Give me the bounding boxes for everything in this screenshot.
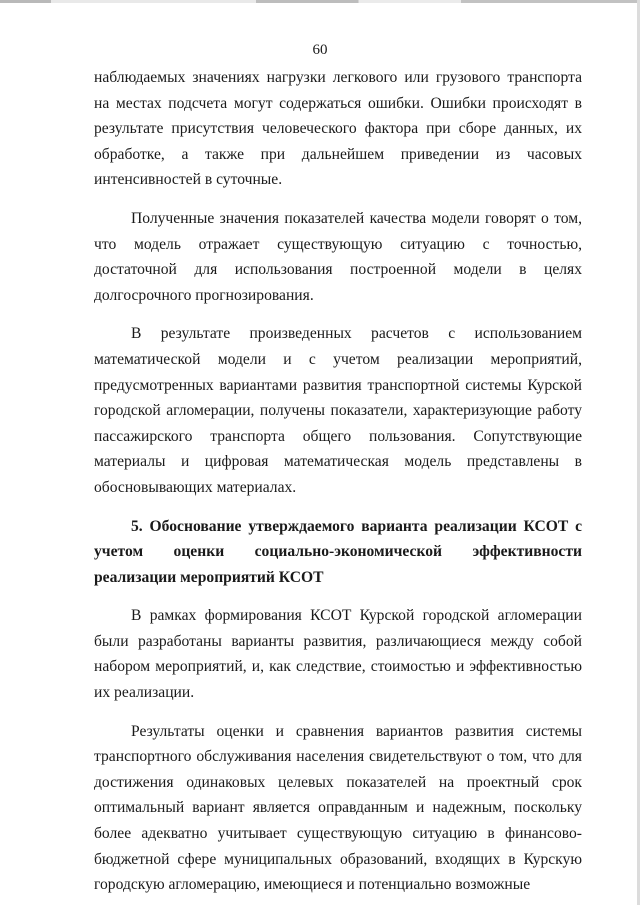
paragraph-evaluation-results: Результаты оценки и сравнения вариантов развития системы транспортного обслуживания населения свидетельствуют о том, что для достижения одинаковых целевых показателей на проектный срок оптимальный вариант является оправданным и надежным, поскольку более адекватно учитывает существующую ситуацию в финансово-бюджетной сфере муниципальных образований, входящих в Курскую городскую агломерацию, имеющиеся и потенциально возможные <box>94 722 582 894</box>
paragraph-model-quality: Полученные значения показателей качества модели говорят о том, что модель отражает существующую ситуацию с точностью, достаточной для использования построенной модели в целях долгосрочного прогнозирования. <box>94 209 582 304</box>
scan-top-edge <box>0 0 640 3</box>
body-text <box>94 65 582 898</box>
section-heading: 5. Обоснование утверждаемого варианта реализации КСОТ с учетом оценки социально-экономической эффективности реализации мероприятий КСОТ <box>94 517 582 586</box>
paragraph-continuation: наблюдаемых значениях нагрузки легкового или грузового транспорта на местах подсчета могут содержаться ошибки. Ошибки происходят в результате присутствия человеческого фактора при сборе данных, их обработке, а также при дальнейшем приведении из часовых интенсивностей в суточные. <box>94 69 582 189</box>
paragraph-variants: В рамках формирования КСОТ Курской городской агломерации были разработаны варианты развития, различающиеся между собой набором мероприятий, и, как следствие, стоимостью и эффективностью их реализации. <box>94 607 582 702</box>
paragraph-calculation-results: В результате произведенных расчетов с использованием математической модели и с учетом реализации мероприятий, предусмотренных вариантами развития транспортной системы Курской городской агломерации, получены показатели, характеризующие работу пассажирского транспорта общего пользования. Сопутствующие материалы и цифровая математическая модель представлены в обосновывающих материалах. <box>94 325 582 496</box>
page-number: 60 <box>312 42 328 58</box>
